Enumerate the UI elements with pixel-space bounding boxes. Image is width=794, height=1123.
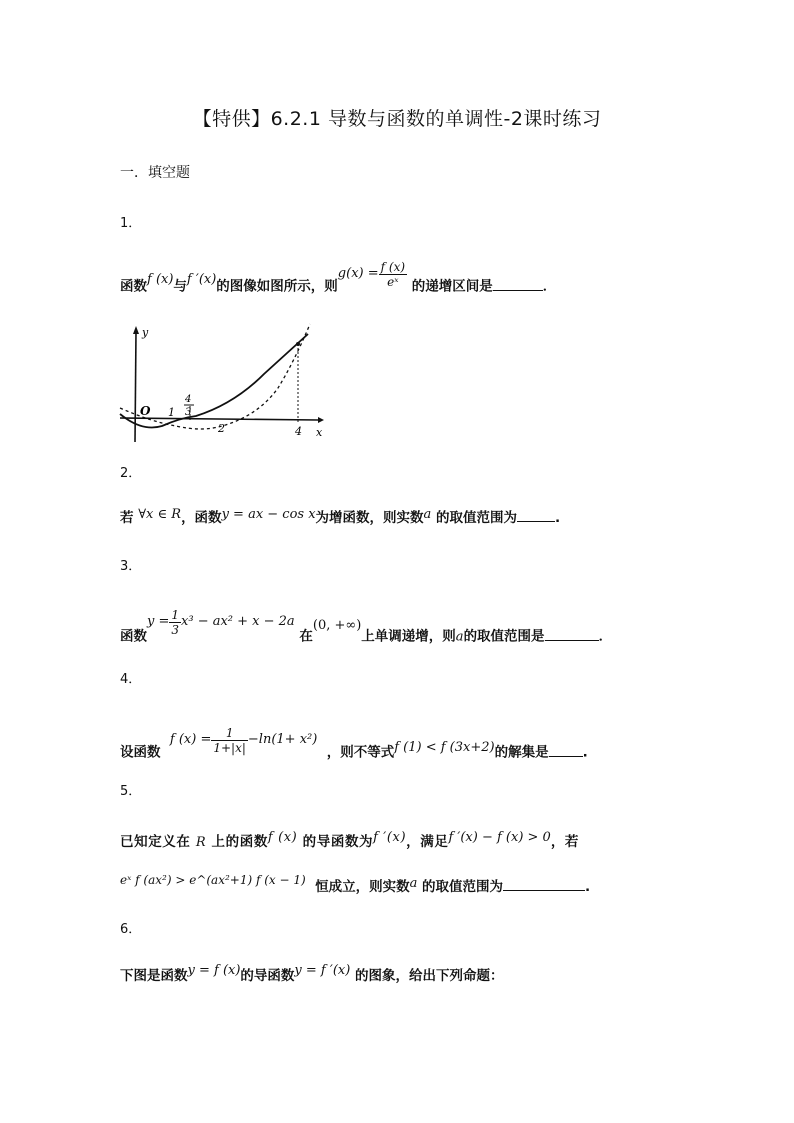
q3-text-3: 上单调递增，则 bbox=[361, 628, 456, 645]
q4-fraction-denominator: 1+|x| bbox=[213, 741, 246, 755]
question-number-1: 1． bbox=[120, 216, 142, 231]
tick-label-4-3-num: 4 bbox=[185, 394, 192, 405]
question-number-4: 4． bbox=[120, 672, 142, 687]
q4-text-1: 设函数 bbox=[120, 744, 161, 761]
y-axis-arrow bbox=[133, 326, 139, 334]
q3-text-5: ． bbox=[598, 628, 613, 645]
q6-text-1: 下图是函数 bbox=[120, 968, 188, 984]
q5-math-r: R bbox=[195, 835, 207, 850]
tick-label-1: 1 bbox=[168, 406, 175, 419]
question-5-line-1 bbox=[120, 830, 579, 850]
q5-math-fprime: f ′(x) bbox=[373, 830, 407, 845]
q2-text-4: 的取值范围为 bbox=[436, 510, 518, 526]
q4-text-4: . bbox=[582, 744, 588, 761]
question-4-text bbox=[120, 726, 588, 767]
section-heading: 一．填空题 bbox=[120, 165, 190, 181]
q2-math-forall: ∀x ∈ R bbox=[138, 507, 182, 522]
q1-math-g: g(x) = bbox=[337, 265, 379, 281]
q5-text-5: ，若 bbox=[550, 834, 580, 850]
q4-fraction bbox=[211, 726, 248, 755]
q5-text-7: 的取值范围为 bbox=[422, 879, 504, 895]
q3-text-2: 在 bbox=[299, 628, 313, 645]
x-axis-label: x bbox=[316, 426, 323, 439]
q6-math-y: y = f (x) bbox=[187, 963, 241, 978]
q1-text-2: 与 bbox=[173, 278, 187, 295]
q5-text-2: 上的函数 bbox=[211, 834, 268, 850]
tick-label-2: 2 bbox=[218, 422, 225, 435]
q3-math-y: y = bbox=[147, 613, 170, 629]
q2-math-function: y = ax − cos x bbox=[221, 507, 316, 522]
q3-math-polynomial: x³ − ax² + x − 2a bbox=[181, 613, 295, 629]
q5-answer-blank[interactable] bbox=[503, 889, 585, 891]
q2-answer-blank[interactable] bbox=[517, 520, 555, 522]
question-1-text bbox=[120, 260, 557, 301]
q3-text-4: 的取值范围是 bbox=[463, 628, 545, 645]
q4-math-inequality: f (1) < f (3x+2) bbox=[394, 739, 495, 755]
q4-fraction-numerator: 1 bbox=[211, 726, 248, 741]
q5-math-f: f (x) bbox=[267, 830, 298, 845]
q5-text-4: ，满足 bbox=[406, 834, 449, 850]
q1-answer-blank[interactable] bbox=[493, 289, 543, 291]
question-number-3: 3． bbox=[120, 559, 142, 574]
q4-math-ln: −ln(1+ x²) bbox=[247, 731, 318, 747]
q1-text-3: 的图像如图所示，则 bbox=[216, 278, 338, 295]
q1-fraction-denominator: eˣ bbox=[387, 275, 399, 289]
x-axis-arrow bbox=[318, 417, 324, 423]
q5-text-6: 恒成立，则实数 bbox=[315, 879, 410, 895]
tick-label-4: 4 bbox=[295, 425, 302, 438]
intersection-point bbox=[296, 342, 300, 346]
question-6-text bbox=[120, 964, 504, 984]
y-axis-label: y bbox=[142, 326, 149, 339]
question-number-6: 6． bbox=[120, 922, 142, 937]
q3-fraction-numerator: 1 bbox=[171, 608, 180, 622]
q1-fraction bbox=[379, 260, 407, 289]
q4-text-3: 的解集是 bbox=[494, 744, 549, 761]
q4-math-f: f (x) = bbox=[169, 731, 212, 747]
q4-answer-blank[interactable] bbox=[549, 755, 583, 757]
page-title: 【特供】6.2.1 导数与函数的单调性-2课时练习 bbox=[192, 108, 602, 130]
y-axis bbox=[135, 332, 136, 442]
origin-label: O bbox=[140, 404, 151, 418]
question-2-text bbox=[120, 506, 560, 526]
q5-text-8: . bbox=[585, 879, 591, 895]
q3-fraction bbox=[169, 608, 181, 637]
q5-math-a: a bbox=[409, 876, 418, 891]
q2-text-2: ，函数 bbox=[181, 510, 222, 526]
q5-math-inequality: eˣ f (ax²) > e^(ax²+1) f (x − 1) bbox=[120, 873, 306, 887]
q2-math-a: a bbox=[423, 507, 432, 522]
q3-math-a: a bbox=[455, 629, 464, 645]
tick-label-4-3-den: 3 bbox=[185, 407, 192, 418]
q1-math-fprime: f ′(x) bbox=[186, 271, 217, 287]
q3-fraction-denominator: 3 bbox=[171, 623, 180, 637]
q3-math-interval: (0, +∞) bbox=[312, 617, 362, 633]
q2-text-1: 若 bbox=[120, 510, 134, 526]
q3-answer-blank[interactable] bbox=[545, 639, 599, 641]
q5-text-3: 的导函数为 bbox=[302, 834, 374, 850]
q2-text-5: . bbox=[555, 510, 561, 526]
q1-text-1: 函数 bbox=[120, 278, 147, 295]
q1-fraction-numerator: f (x) bbox=[380, 260, 406, 274]
q5-math-condition: f ′(x) − f (x) > 0 bbox=[448, 830, 551, 845]
question-3-text bbox=[120, 608, 613, 651]
q1-text-4: 的递增区间是 bbox=[411, 278, 493, 295]
q4-text-2: ，则不等式 bbox=[326, 744, 395, 761]
q1-math-f: f (x) bbox=[147, 271, 174, 287]
q1-text-5: ． bbox=[542, 278, 557, 295]
q6-text-3: 的图象，给出下列命题： bbox=[355, 968, 504, 984]
question-number-5: 5． bbox=[120, 784, 142, 799]
question-number-2: 2． bbox=[120, 466, 142, 481]
q5-text-1: 已知定义在 bbox=[120, 834, 191, 850]
q2-text-3: 为增函数，则实数 bbox=[315, 510, 424, 526]
question-5-line-2 bbox=[120, 875, 590, 895]
q6-text-2: 的导函数 bbox=[240, 968, 295, 984]
q1-graph bbox=[118, 322, 334, 444]
q6-math-yprime: y = f ′(x) bbox=[294, 963, 351, 978]
q3-text-1: 函数 bbox=[120, 628, 147, 645]
